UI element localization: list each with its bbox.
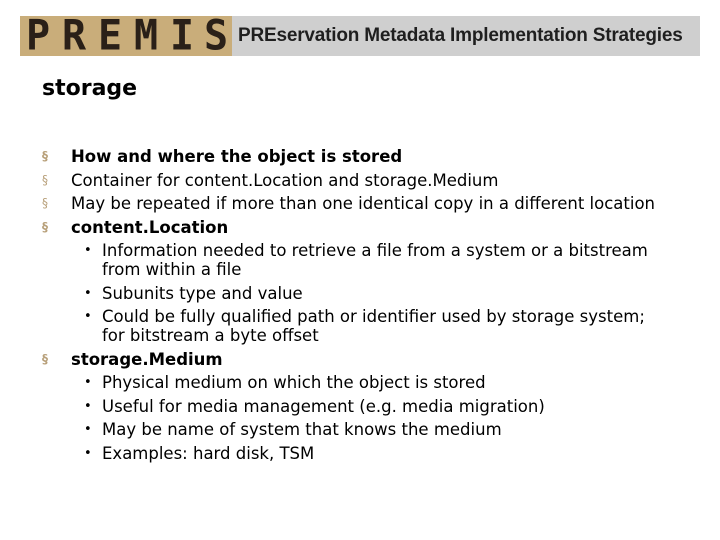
bullet-marker: § [42,172,48,187]
premis-banner [20,11,700,61]
bullet-item [0,350,720,369]
sub-bullet-item [0,373,720,392]
logo-letter: R [61,11,87,61]
bullet-marker: § [42,351,48,366]
logo-letter-box [164,11,200,61]
logo-letter: S [203,11,229,61]
sub-bullet-text: Information needed to retrieve a file from a system or a bitstream from within a file [102,241,648,279]
sub-bullet-item [0,241,720,279]
bullet-marker: § [42,219,48,234]
logo-letter-box [92,11,128,61]
logo-letter-box [56,11,92,61]
sub-bullet-marker: • [84,398,92,414]
logo-letter: P [25,11,51,61]
bullet-text: content.Location [71,217,229,237]
bullet-marker: § [42,149,48,163]
sub-bullet-text: Could be fully qualified path or identifier used by storage system; for bitstream a byte offset [102,307,645,345]
sub-bullet-text: Subunits type and value [102,283,303,303]
sub-bullet-text: May be name of system that knows the medium [102,420,502,439]
logo-letter: I [169,11,195,61]
bullet-item [0,194,720,213]
sub-bullet-marker: • [84,375,92,390]
sub-bullet-item [0,284,720,303]
sub-bullet-text: Examples: hard disk, TSM [102,443,315,463]
sub-bullet-marker: • [84,285,92,301]
bullet-text: Container for content.Location and storage.Medium [71,170,499,190]
bullet-marker: § [42,196,48,210]
slide-title: storage [42,76,138,101]
bullet-text: May be repeated if more than one identical copy in a different location [71,194,656,213]
logo-letter-box [20,11,56,61]
logo-letter-box [200,11,232,61]
bullet-item [0,218,720,237]
tagline: PREservation Metadata Implementation Strategies [238,25,683,46]
sub-bullet-marker: • [84,445,92,461]
sub-bullet-item [0,420,720,439]
bullet-list [0,147,720,467]
logo-letter: E [97,11,123,61]
bullet-text: storage.Medium [71,349,223,369]
bullet-item [0,171,720,190]
sub-bullet-text: Physical medium on which the object is stored [102,373,486,392]
sub-bullet-marker: • [84,309,92,324]
sub-bullet-item [0,307,720,345]
tagline-box [232,16,700,56]
logo-letter: M [133,11,159,61]
bullet-item [0,147,720,166]
sub-bullet-marker: • [84,243,92,258]
sub-bullet-marker: • [84,422,92,437]
sub-bullet-item [0,397,720,416]
sub-bullet-item [0,444,720,463]
bullet-text: How and where the object is stored [71,147,403,166]
logo-letter-box [128,11,164,61]
sub-bullet-text: Useful for media management (e.g. media migration) [102,396,545,416]
